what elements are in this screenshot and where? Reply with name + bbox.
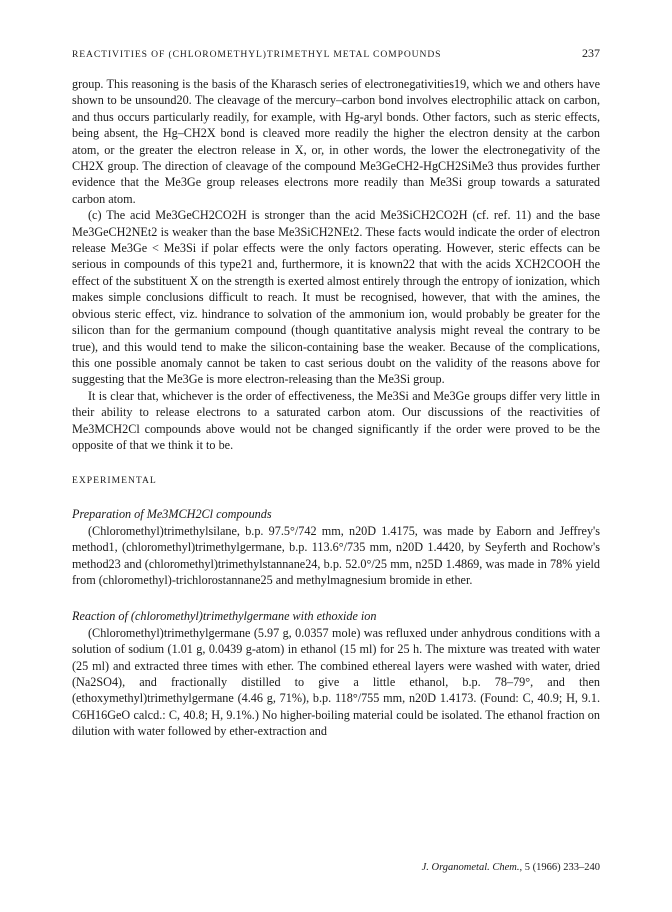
running-title: REACTIVITIES OF (CHLOROMETHYL)TRIMETHYL METAL COMPOUNDS (72, 49, 442, 60)
subsection-text-reaction: (Chloromethyl)trimethylgermane (5.97 g, 0.0357 mole) was refluxed under anhydrous conditions with a solution of sodium (1.01 g, 0.0439 g-atom) in ethanol (15 ml) for 25 h. The mixture was treated with water (25 ml) and extracted three times with ether. The combined ethereal layers were washed with water, dried (Na2SO4), and fractionally distilled to give a little ethanol, b.p. 78–79°, and then (ethoxymethyl)trimethylgermane (4.46 g, 71%), b.p. 118°/755 mm, n20D 1.4173. (Found: C, 40.9; H, 9.1. C6H16GeO calcd.: C, 40.8; H, 9.1%.) No higher-boiling material could be isolated. The ethanol fraction on dilution with water followed by ether-extraction and (72, 625, 600, 739)
subsection-heading-reaction: Reaction of (chloromethyl)trimethylgermane with ethoxide ion (72, 609, 377, 624)
section-heading-experimental: EXPERIMENTAL (72, 475, 157, 487)
running-head (72, 46, 600, 66)
page-number: 237 (582, 46, 600, 60)
journal-footer (72, 862, 600, 873)
article-body (72, 66, 600, 740)
paragraph-3: It is clear that, whichever is the order of effectiveness, the Me3Si and Me3Ge groups differ very little in their ability to release electrons to a saturated carbon atom. Our discussions of the reactivities of Me3MCH2Cl compounds above would not be changed significantly if the order were proved to be the opposite of that we think it to be. (72, 388, 600, 452)
journal-name: J. Organometal. Chem. (421, 862, 520, 873)
subsection-heading-preparation: Preparation of Me3MCH2Cl compounds (72, 507, 272, 522)
paragraph-1: group. This reasoning is the basis of the Kharasch series of electronegativities19, which we and others have shown to be unsound20. The cleavage of the mercury–carbon bond involves electrophilic attack on carbon, and thus occurs particularly readily, for example, with Hg-aryl bonds. Other factors, such as steric effects, being absent, the Hg–CH2X bond is cleaved more readily the higher the electron density at the carbon atom, or the greater the electron release in X, or, in other words, the lower the electronegativity of the CH2X group. The direction of cleavage of the compound Me3GeCH2-HgCH2SiMe3 thus provides further evidence that the Me3Ge group releases electrons more readily than Me3Si group towards a saturated carbon atom. (72, 77, 600, 206)
subsection-text-preparation: (Chloromethyl)trimethylsilane, b.p. 97.5°/742 mm, n20D 1.4175, was made by Eaborn and Jeffrey's method1, (chloromethyl)trimethylgermane, b.p. 113.6°/735 mm, n20D 1.4420, by Seyferth and Rochow's method23 and (chloromethyl)trimethylstannane24, b.p. 52.0°/25 mm, n25D 1.4869, was made in 78% yield from (chloromethyl)-trichlorostannane25 and methylmagnesium bromide in ether. (72, 523, 600, 587)
paragraph-2: (c) The acid Me3GeCH2CO2H is stronger than the acid Me3SiCH2CO2H (cf. ref. 11) and the base Me3GeCH2NEt2 is weaker than the base Me3SiCH2NEt2. These facts would indicate the order of electron release Me3Ge < Me3Si if polar effects were the only factors operating. However, steric effects can be serious in compounds of this type21 and, furthermore, it is known22 that with the acids XCH2COOH the effect of the substituent X on the strength is exerted almost entirely through the entropy of ionization, which makes simple conclusions difficult to reach. It must be recognised, however, that with the amines, the obvious steric effect, viz. hindrance to solvation of the ammonium ion, would probably be greater for the silicon than for the germanium compound (though quantitative analysis might reveal the contrary to be true), and this would tend to make the silicon-containing base the weaker. Because of the complications, this one possible anomaly cannot be taken to cast serious doubt on the validity of the reasons above for suggesting that the Me3Ge is more electron-releasing than the Me3Si group. (72, 208, 600, 387)
journal-volume: , 5 (1966) 233–240 (519, 862, 600, 873)
